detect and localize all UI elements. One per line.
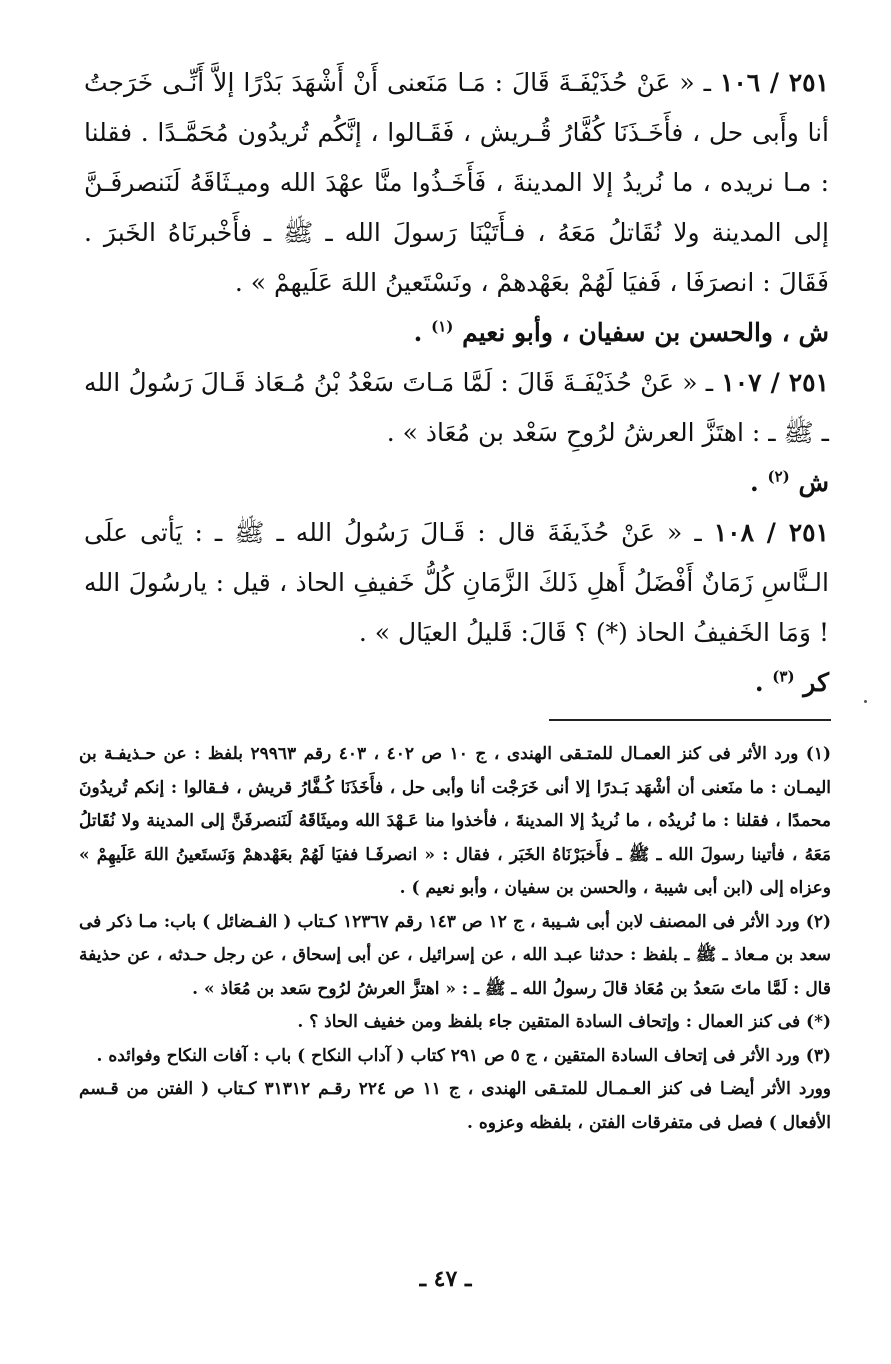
hadith-source [84,658,829,708]
hadith-107 [84,358,829,458]
end-period: . [750,468,759,497]
end-period: . [754,668,764,697]
page-number: ـ ٤٧ ـ [419,1266,472,1292]
hadith-dash: ـ [682,518,702,547]
hadith-text: « عَنْ حُذَيْفَـةَ قَالَ : لَمَّا مَـاتَ سَعْدُ بْنُ مُـعَاذ قَـالَ رَسُولُ الله ـ ﷺ ـ : اهتَزَّ العرشُ لرُوحِ سَعْد بن مُعَاذ » . [84,368,829,447]
hadith-dash: ـ [694,68,711,97]
end-period: . [413,318,423,347]
source-text: ش [798,468,829,497]
footnote-ref[interactable]: (٣) [772,667,795,686]
footnote-1: (١) ورد الأثر فى كنز العمـال للمتـقى الهندى ، ج ١٠ ص ٤٠٢ ، ٤٠٣ رقم ٢٩٩٦٣ بلفظ : عن حـذيفـة بن اليمـان : ما منَعنى أن أشْهَد بَـدرًا إلا أنى خَرَجْت أنا وأبى حل ، فأَخَذَنَا كُـفَّارُ قريش ، فـقالوا : إنكم تُريدُونَ محمدًا ، فقلنا : ما نُريدُه ، ما نُريدُ إلا المدينةَ ، فأخذوا منا عَـهْدَ الله وميثَاقَهُ لَنَنصرفَنَّ إلى المدينة ولا نُقَاتلُ مَعَهُ ، فأتينا رسولَ الله ـ ﷺ ـ فأَخبَرْنَاهُ الخَبَر ، فقال : « انصرفَـا ففيَا لَهُمْ بعَهْدهمْ وَنَستَعينُ اللهَ عَلَيهِمْ » وعزاه إلى (ابن أبى شيبة ، والحسن بن سفيان ، وأبو نعيم ) . [79,744,831,898]
footnote-2: (٢) ورد الأثر فى المصنف لابن أبى شـيبة ، ج ١٢ ص ١٤٣ رقم ١٢٣٦٧ كـتاب ( الفـضائل ) باب: مـا ذكر فى سعد بن مـعاذ ـ ﷺ ـ بلفظ : حدثنا عبـد الله ، عن إسرائيل ، عن أبى إسحاق ، عن رجل حـدثه ، عن حذيفة قال : لَمَّا ماتَ سَعدُ بن مُعَاذ قالَ رسولُ الله ـ ﷺ ـ : « اهتزَّ العرشُ لرُوح سَعد بن مُعَاذ » . [79,911,832,999]
hadith-108 [84,508,829,658]
hadith-106 [84,58,829,308]
hadith-number: ٢٥١ / ١٠٧ [721,368,829,397]
hadith-text: « عَنْ حُذَيفَةَ قال : قَـالَ رَسُولُ الله ـ ﷺ ـ : يَأتى علَى الـنَّاسِ زَمَانٌ أَفْضَلُ أَهلِ ذَلكَ الزَّمَانِ كُلُّ خَفيفِ الحاذ ، قيل : يارسُولَ الله ! وَمَا الخَفيفُ الحاذ (*) ؟ قَالَ: قَليلُ العيَال » . [84,518,829,647]
source-text: ش ، والحسن بن سفيان ، وأبو نعيم [462,318,829,347]
hadith-text: « عَنْ حُذَيْفَـةَ قَالَ : مَـا مَنَعنى أَنْ أَشْهَدَ بَدْرًا إلاَّ أَنِّـى خَرَجتُ أنا وأَبى حل ، فأَخَـذَنَا كُفَّارُ قُـريش ، فَقَـالوا ، إنَّكُم تُريدُون مُحَمَّـدًا . فقلنا : مـا نريده ، ما نُريدُ إلا المدينةَ ، فَأَخَـذُوا منَّا عهْدَ الله وميـثَاقَهُ لَنَنصرفَـنَّ إلى المدينة ولا نُقَاتلُ مَعَهُ ، فـأَتَيْنَا رَسولَ الله ـ ﷺ ـ فأَخْبرنَاهُ الخَبرَ . فَقَالَ : انصرَفَا ، فَفيَا لَهُمْ بعَهْدهمْ ، ونَسْتَعينُ اللهَ عَلَيهمْ » . [84,68,830,297]
hadith-dash: ـ [697,368,714,397]
footnote-ref[interactable]: (٢) [767,467,790,486]
footnote-3: (٣) ورد الأثر فى إتحاف السادة المتقين ، ج ٥ ص ٢٩١ كتاب ( آداب النكاح ) باب : آفات النكاح وفوائده . [96,1045,831,1066]
hadith-number: ٢٥١ / ١٠٨ [713,518,829,547]
margin-dot [864,700,867,703]
footnote-star: (*) فى كنز العمال : وإتحاف السادة المتقين جاء بلفظ ومن خفيف الحاذ ؟ . [297,1012,831,1032]
hadith-source [84,308,829,358]
hadith-number: ٢٥١ / ١٠٦ [719,68,829,97]
footnotes [79,738,831,1140]
footnote-separator [549,719,831,721]
source-text: كر [803,668,829,697]
main-text [84,58,829,708]
footnote-ref[interactable]: (١) [431,317,454,336]
footnote-3-continued: وورد الأثر أيضـا فى كنز العـمـال للمتـقى الهندى ، ج ١١ ص ٢٢٤ رقـم ٣١٣١٢ كـتاب ( الفتن من قـسم الأفعال ) فصل فى متفرقات الفتن ، بلفظه وعزوه . [79,1079,832,1133]
hadith-source [84,458,829,508]
